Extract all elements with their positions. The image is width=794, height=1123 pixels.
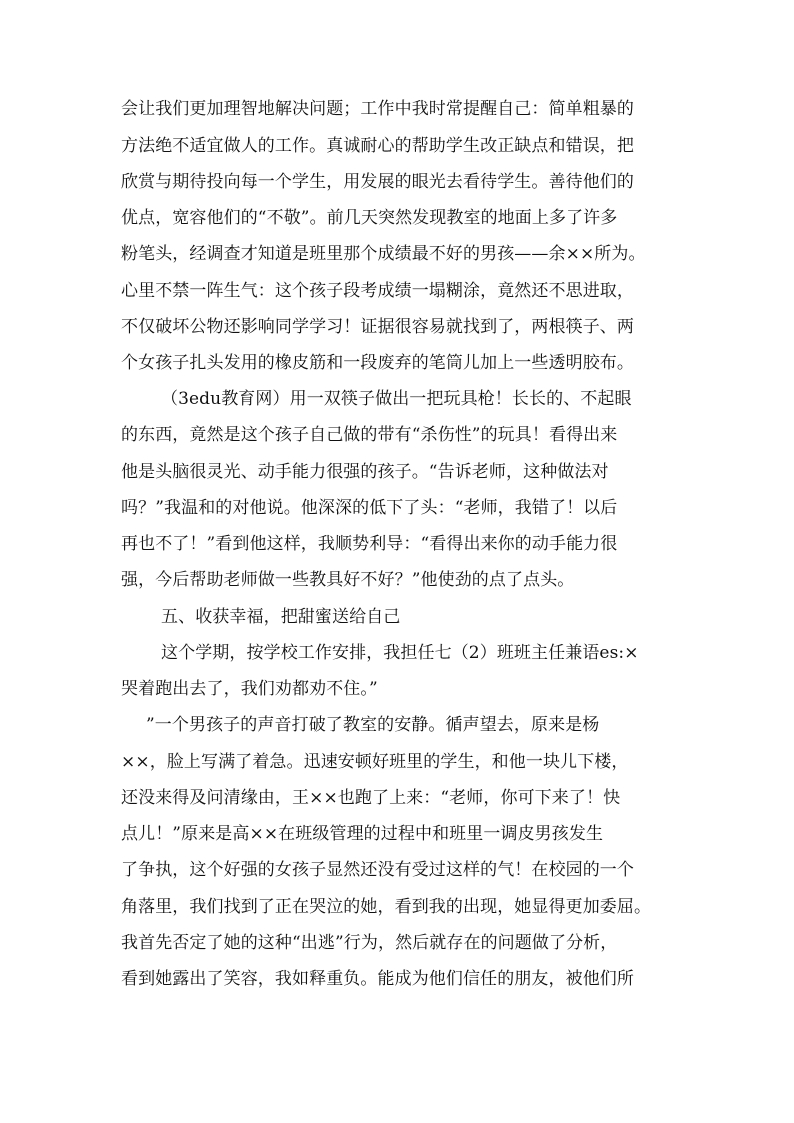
text-line-17: 哭着跑出去了，我们劝都劝不住。” [121,679,378,699]
text-line-10: 的东西，竟然是这个孩子自己做的带有“杀伤性”的玩具！看得出来 [121,425,618,445]
text-line-21: 点儿！”原来是高××在班级管理的过程中和班里一调皮男孩发生 [121,824,604,844]
text-line-4: 优点，宽容他们的“不敬”。前几天突然发现教室的地面上多了许多 [121,208,618,228]
text-line-16: 这个学期，按学校工作安排，我担任七（2）班班主任兼语es:× [161,643,639,663]
text-line-22: 了争执，这个好强的女孩子显然还没有受过这样的气！在校园的一个 [121,860,634,880]
text-line-20: 还没来得及问清缘由，王××也跑了上来：“老师，你可下来了！快 [121,788,621,808]
text-line-23: 角落里，我们找到了正在哭泣的她，看到我的出现，她显得更加委屈。 [121,897,652,917]
text-line-11: 他是头脑很灵光、动手能力很强的孩子。“告诉老师，这种做法对 [121,462,609,482]
text-line-9: （3edu教育网）用一双筷子做出一把玩具枪！长长的、不起眼 [161,389,632,409]
text-line-24: 我首先否定了她的这种“出逃”行为，然后就存在的问题做了分析， [121,933,618,953]
text-line-3: 欣赏与期待投向每一个学生，用发展的眼光去看待学生。善待他们的 [121,172,634,192]
text-line-7: 不仅破坏公物还影响同学学习！证据很容易就找到了，两根筷子、两 [121,317,634,337]
text-line-14: 强，今后帮助老师做一些教具好不好？”他使劲的点了点头。 [121,570,575,590]
text-line-5: 粉笔头，经调查才知道是班里那个成绩最不好的男孩——余××所为。 [121,244,646,264]
text-line-2: 方法绝不适宜做人的工作。真诚耐心的帮助学生改正缺点和错误，把 [121,136,634,156]
text-line-6: 心里不禁一阵生气：这个孩子段考成绩一塌糊涂，竟然还不思进取， [121,281,634,301]
text-line-18: ”一个男孩子的声音打破了教室的安静。循声望去，原来是杨 [146,715,600,735]
text-line-8: 个女孩子扎头发用的橡皮筋和一段废弃的笔筒儿加上一些透明胶布。 [121,353,634,373]
section-heading: 五、收获幸福，把甜蜜送给自己 [161,607,401,627]
text-line-12: 吗？”我温和的对他说。他深深的低下了头：“老师，我错了！以后 [121,498,618,518]
text-line-1: 会让我们更加理智地解决问题；工作中我时常提醒自己：简单粗暴的 [121,99,634,119]
text-line-19: ××，脸上写满了着急。迅速安顿好班里的学生，和他一块儿下楼， [121,752,629,772]
text-line-25: 看到她露出了笑容，我如释重负。能成为他们信任的朋友，被他们所 [121,969,634,989]
text-line-13: 再也不了！”看到他这样，我顺势利导：“看得出来你的动手能力很 [121,534,618,554]
